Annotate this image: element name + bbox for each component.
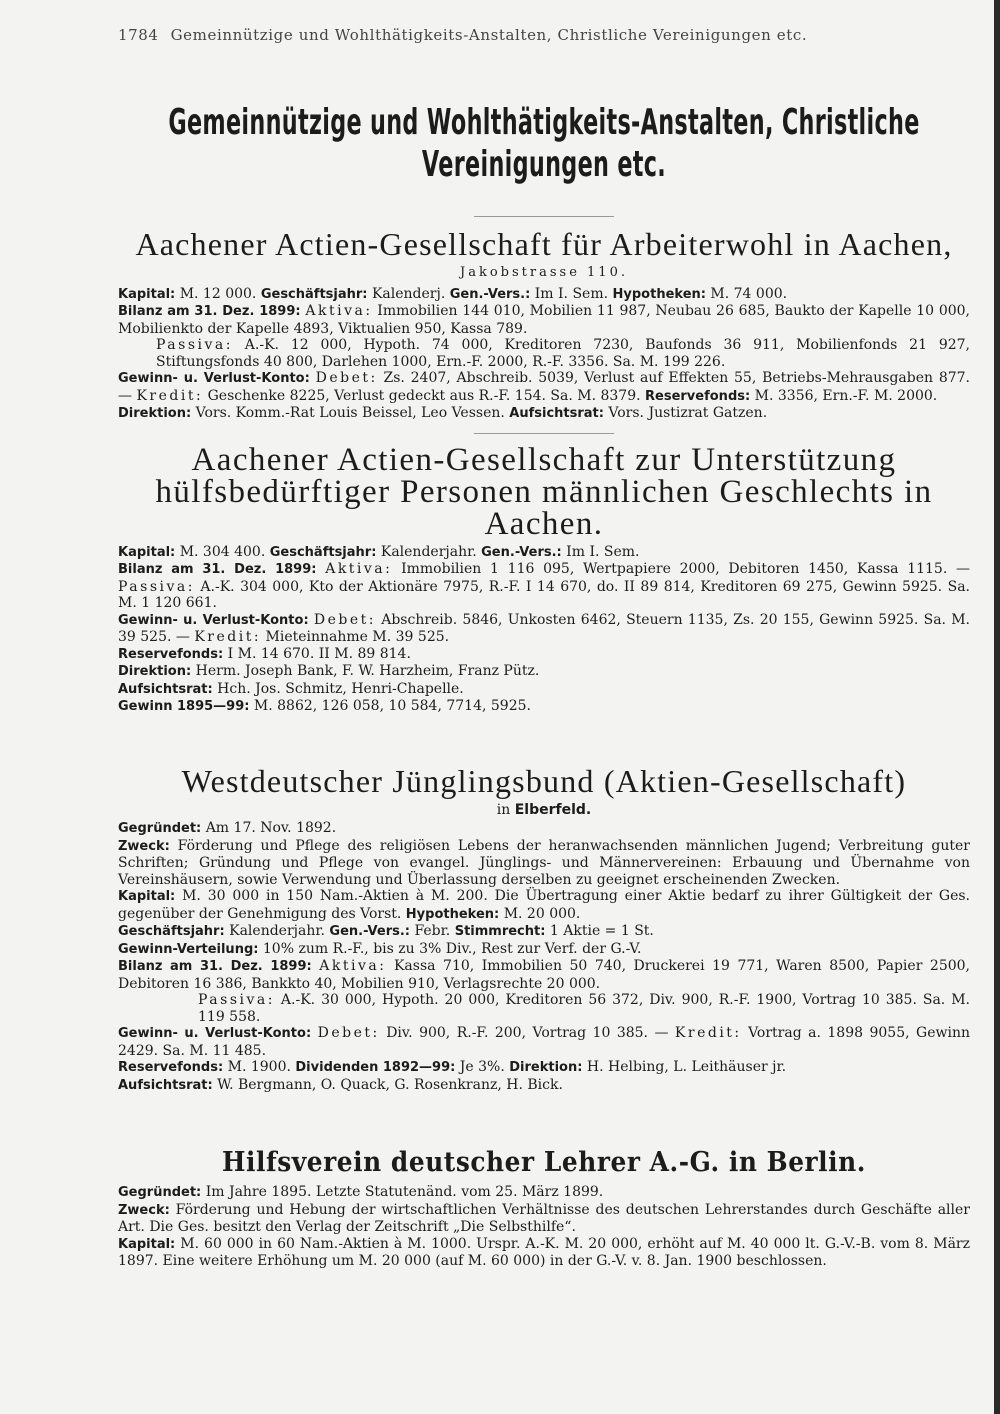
entry-paragraph: Reservefonds: M. 1900. Dividenden 1892—99: Je 3%. Direktion: H. Helbing, L. Leithäuser jr.	[118, 1059, 787, 1075]
entry-hilfsverein-deutscher-lehrer	[118, 1146, 970, 1270]
scan-edge	[994, 0, 1000, 1414]
entry-paragraph: Reservefonds: I M. 14 670. II M. 89 814.	[118, 645, 411, 662]
entry-paragraph: Zweck: Förderung und Pflege des religiösen Lebens der heranwachsenden männlichen Jugend; Verbreitung guter Schriften; Gründung und Pflege von evangel. Jünglings- und Männervereinen: Erbauung und Übernahme von Vereinshäusern, sowie Verwendung und Überlassung derselben zu geeignet erscheinenden Zwecken.	[118, 837, 970, 888]
running-title: Gemeinnützige und Wohlthätigkeits-Anstalten, Christliche Vereinigungen etc.	[170, 26, 808, 44]
chapter-title-line1: Gemeinnützige und Wohlthätigkeits-Anstalten, Christliche	[168, 102, 920, 143]
entry-westdeutscher-juenglingsbund	[118, 764, 970, 1095]
entry-paragraph: Aufsichtsrat: Hch. Jos. Schmitz, Henri-Chapelle.	[118, 680, 464, 697]
entry-paragraph: Aufsichtsrat: W. Bergmann, O. Quack, G. Rosenkranz, H. Bick.	[118, 1076, 563, 1093]
entry-aachener-arbeiterwohl	[118, 227, 970, 423]
entry-paragraph: Passiva: A.-K. 30 000, Hypoth. 20 000, Kreditoren 56 372, Div. 900, R.-F. 1900, Vortrag 10 385. Sa. M. 119 558.	[198, 992, 970, 1025]
running-header	[118, 26, 970, 44]
entry-paragraph: Gegründet: Am 17. Nov. 1892.	[118, 820, 337, 836]
entry-title: Aachener Actien-Gesellschaft zur Unterstützung hülfsbedürftiger Personen männlichen Geschlechts in Aachen.	[155, 441, 933, 542]
entry-title: Hilfsverein deutscher Lehrer A.-G. in Berlin.	[222, 1147, 866, 1178]
entry-paragraph: Gewinn-Verteilung: 10% zum R.-F., bis zu 3% Div., Rest zur Verf. der G.-V.	[118, 940, 642, 957]
entry-paragraph: Zweck: Förderung und Hebung der wirtschaftlichen Verhältnisse des deutschen Lehrerstandes durch Geschäfte aller Art. Die Ges. besitzt den Verlag der Zeitschrift „Die Selbsthilfe“.	[118, 1201, 970, 1235]
entry-paragraph: Kapital: M. 30 000 in 150 Nam.-Aktien à M. 200. Die Übertragung einer Aktie bedarf zu ihrer Gültigkeit der Ges. gegenüber der Genehmigung des Vorst. Hypotheken: M. 20 000.	[118, 888, 970, 922]
entry-paragraph: Geschäftsjahr: Kalenderjahr. Gen.-Vers.: Febr. Stimmrecht: 1 Aktie = 1 St.	[118, 923, 654, 939]
entry-title: Aachener Actien-Gesellschaft für Arbeiterwohl in Aachen,	[135, 226, 953, 262]
entry-paragraph: Kapital: M. 12 000. Geschäftsjahr: Kalenderj. Gen.-Vers.: Im I. Sem. Hypotheken: M. 74 000.	[118, 285, 788, 302]
entry-paragraph: Kapital: M. 304 400. Geschäftsjahr: Kalenderjahr. Gen.-Vers.: Im I. Sem.	[118, 543, 640, 560]
entry-address: Jakobstrasse 110.	[460, 265, 628, 280]
entry-paragraph: Bilanz am 31. Dez. 1899: Aktiva: Immobilien 1 116 095, Wertpapiere 2000, Debitoren 1450, Kassa 1115. — Passiva: A.-K. 304 000, Kto der Aktionäre 7975, R.-F. I 14 670, do. II 89 814, Kreditoren 69 275, Gewinn 5925. Sa. M. 1 120 661.	[118, 561, 971, 611]
separator-rule	[474, 433, 614, 434]
page-number: 1784	[118, 26, 159, 44]
chapter-title	[131, 102, 957, 186]
entry-aachener-unterstuetzung	[118, 441, 971, 716]
entry-paragraph: Direktion: Herm. Joseph Bank, F. W. Harzheim, Franz Pütz.	[118, 663, 540, 679]
entry-paragraph: Gewinn 1895—99: M. 8862, 126 058, 10 584, 7714, 5925.	[118, 698, 531, 714]
entry-title: Westdeutscher Jünglingsbund (Aktien-Gesellschaft)	[181, 762, 907, 799]
entry-paragraph: Gewinn- u. Verlust-Konto: Debet: Div. 900, R.-F. 200, Vortrag 10 385. — Kredit: Vortrag a. 1898 9055, Gewinn 2429. Sa. M. 11 485.	[118, 1025, 971, 1059]
entry-location: in Elberfeld.	[496, 801, 592, 818]
separator-rule	[474, 216, 614, 217]
entry-paragraph: Bilanz am 31. Dez. 1899: Aktiva: Immobilien 144 010, Mobilien 11 987, Neubau 26 685, Baukto der Kapelle 10 000, Mobilienkto der Kapelle 4893, Viktualien 950, Kassa 789.	[118, 303, 971, 337]
entry-paragraph: Direktion: Vors. Komm.-Rat Louis Beissel, Leo Vessen. Aufsichtsrat: Vors. Justizrat Gatzen.	[118, 405, 768, 421]
entry-paragraph: Gewinn- u. Verlust-Konto: Debet: Zs. 2407, Abschreib. 5039, Verlust auf Effekten 55, Betriebs-Mehrausgaben 877. — Kredit: Geschenke 8225, Verlust gedeckt aus R.-F. 154. Sa. M. 8379. Reservefonds: M. 3356, Ern.-F. M. 2000.	[118, 370, 971, 404]
entry-paragraph: Kapital: M. 60 000 in 60 Nam.-Aktien à M. 1000. Urspr. A.-K. M. 20 000, erhöht auf M. 40 000 lt. G.-V.-B. vom 8. März 1897. Eine weitere Erhöhung um M. 20 000 (auf M. 60 000) in der G.-V. v. 8. Jan. 1900 beschlossen.	[118, 1235, 970, 1269]
entry-paragraph: Gegründet: Im Jahre 1895. Letzte Statutenänd. vom 25. März 1899.	[118, 1184, 604, 1200]
chapter-title-line2: Vereinigungen etc.	[421, 144, 667, 185]
entry-paragraph: Bilanz am 31. Dez. 1899: Aktiva: Kassa 710, Immobilien 50 740, Druckerei 19 771, Waren 8500, Papier 2500, Debitoren 16 386, Bankkto 40, Mobilien 910, Verlagsrechte 20 000.	[118, 958, 971, 992]
entry-paragraph: Gewinn- u. Verlust-Konto: Debet: Abschreib. 5846, Unkosten 6462, Steuern 1135, Zs. 20 155, Gewinn 5925. Sa. M. 39 525. — Kredit: Mieteinnahme M. 39 525.	[118, 611, 970, 645]
entry-paragraph: Passiva: A.-K. 12 000, Hypoth. 74 000, Kreditoren 7230, Baufonds 36 911, Mobilienfonds 21 927, Stiftungsfonds 40 800, Darlehen 1000, Ern.-F. 2000, R.-F. 3356. Sa. M. 199 226.	[156, 337, 970, 370]
